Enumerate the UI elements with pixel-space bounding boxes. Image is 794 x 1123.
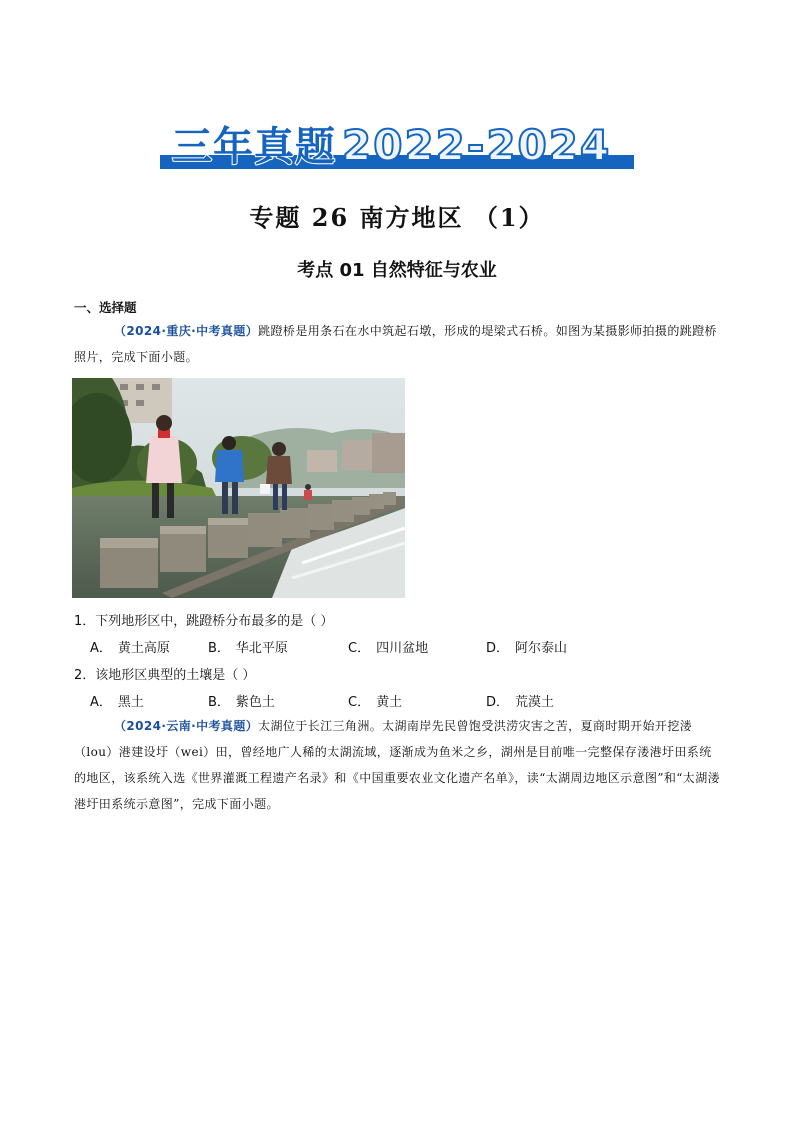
- stepping-stone-bridge-photo: [72, 378, 405, 598]
- option-key: C．: [348, 641, 371, 656]
- option-key: D．: [486, 695, 510, 710]
- option-text: 荒漠土: [515, 695, 555, 710]
- option-key: A．: [90, 641, 112, 656]
- passage-2: [74, 713, 722, 817]
- passage-1-text: 跳蹬桥是用条石在水中筑起石墩，形成的堤梁式石桥。如图为某摄影师拍摄的跳蹬桥照片，完成下面小题。: [74, 324, 717, 364]
- option-text: 四川盆地: [376, 641, 429, 656]
- question-1-option-a[interactable]: [90, 637, 170, 656]
- passage-1: [74, 318, 722, 370]
- question-1-option-b[interactable]: [208, 637, 288, 656]
- question-2-stem: 2．该地形区典型的土壤是（ ）: [74, 668, 256, 683]
- section-heading: 一、选择题: [74, 300, 137, 315]
- option-text: 黄土: [376, 695, 403, 710]
- option-key: A．: [90, 695, 112, 710]
- option-text: 黑土: [117, 695, 144, 710]
- question-1-options: [90, 637, 730, 657]
- question-2-option-c[interactable]: [348, 691, 402, 710]
- option-key: C．: [348, 695, 371, 710]
- banner-title: 三年真题: [172, 124, 336, 170]
- question-2-option-b[interactable]: [208, 691, 275, 710]
- passage-1-source: （2024·重庆·中考真题）: [114, 324, 259, 338]
- passage-2-source: （2024·云南·中考真题）: [114, 719, 259, 733]
- question-1-option-c[interactable]: [348, 637, 428, 656]
- question-2-option-d[interactable]: [486, 691, 554, 710]
- option-key: B．: [208, 695, 230, 710]
- option-text: 紫色土: [235, 695, 275, 710]
- question-2-option-a[interactable]: [90, 691, 144, 710]
- option-text: 华北平原: [235, 641, 288, 656]
- option-text: 阿尔泰山: [515, 641, 568, 656]
- question-1-option-d[interactable]: [486, 637, 567, 656]
- question-2-options: [90, 691, 730, 711]
- option-text: 黄土高原: [117, 641, 170, 656]
- passage-2-text: 太湖位于长江三角洲。太湖南岸先民曾饱受洪涝灾害之苦，夏商时期开始开挖溇（lou）港建设圩（wei）田，曾经地广人稀的太湖流域，逐渐成为鱼米之乡，湖州是目前唯一完整保存溇港圩田系统的地区，该系统入选《世界灌溉工程遗产名录》和《中国重要农业文化遗产名单》，读“太湖周边地区示意图”和“太湖溇港圩田系统示意图”，完成下面小题。: [74, 719, 721, 811]
- title-banner: [160, 118, 634, 176]
- page-title: 专题 26 南方地区 （1）: [249, 203, 545, 232]
- banner-text: [172, 118, 611, 183]
- question-1-stem: 1．下列地形区中，跳蹬桥分布最多的是（ ）: [74, 614, 334, 629]
- banner-years: 2022-2024: [342, 121, 612, 170]
- page-subtitle: 考点 01 自然特征与农业: [297, 260, 497, 281]
- option-key: D．: [486, 641, 510, 656]
- option-key: B．: [208, 641, 230, 656]
